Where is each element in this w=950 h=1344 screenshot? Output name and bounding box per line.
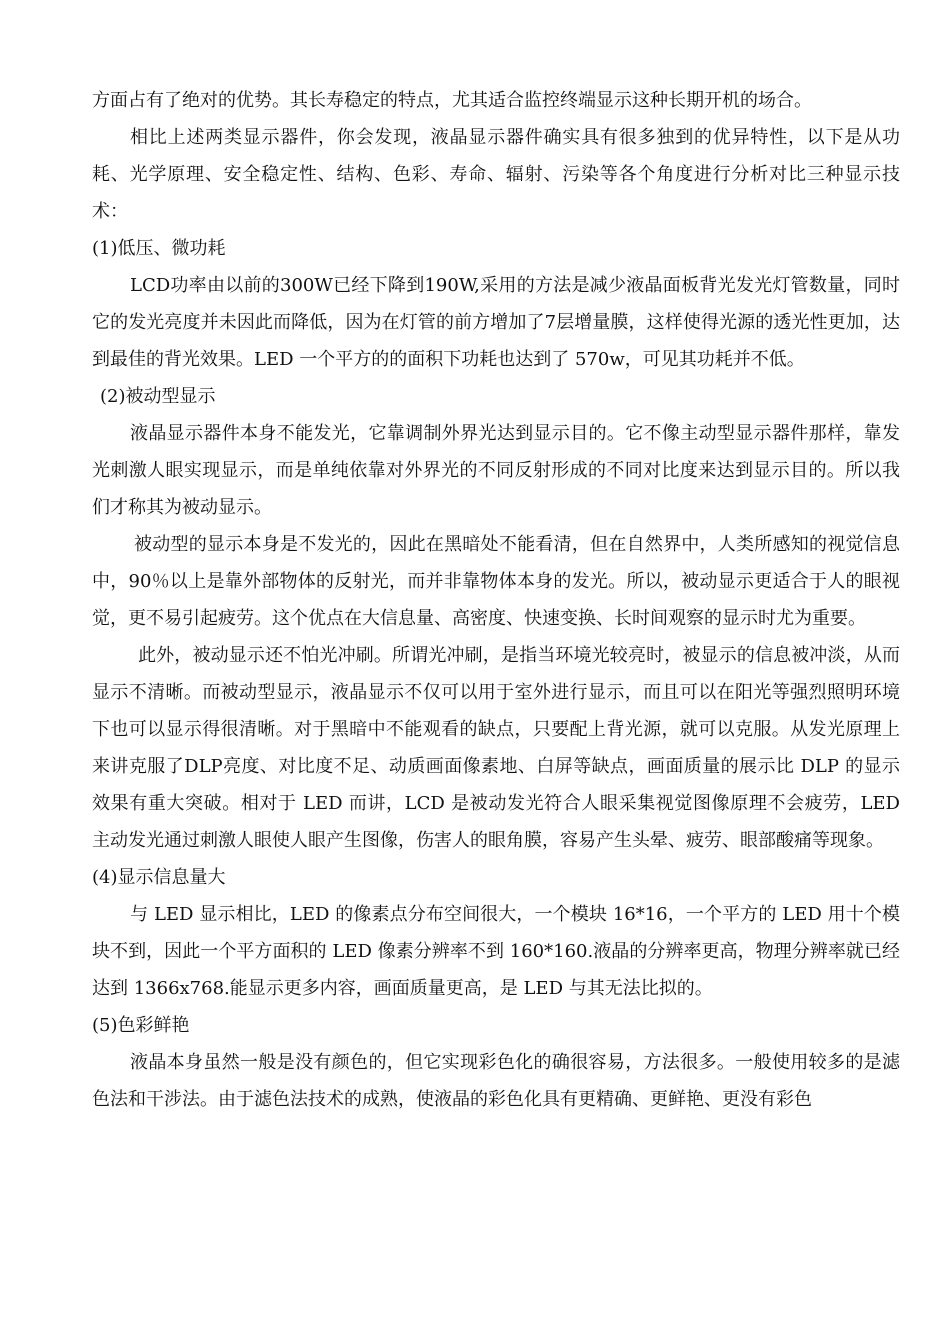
paragraph-passive-display-3: 此外，被动显示还不怕光冲刷。所谓光冲刷，是指当环境光较亮时，被显示的信息被冲淡，从而显示不清晰。而被动型显示，液晶显示不仅可以用于室外进行显示，而且可以在阳光等强烈照明环境下也可以显示得很清晰。对于黑暗中不能观看的缺点，只要配上背光源，就可以克服。从发光原理上来讲克服了DLP亮度、对比度不足、动质画面像素地、白屏等缺点，画面质量的展示比 DLP 的显示效果有重大突破。相对于 LED 而讲，LCD 是被动发光符合人眼采集视觉图像原理不会疲劳，LED 主动发光通过刺激人眼使人眼产生图像，伤害人的眼角膜，容易产生头晕、疲劳、眼部酸痛等现象。: [92, 645, 900, 851]
paragraph-info-capacity: 与 LED 显示相比，LED 的像素点分布空间很大，一个模块 16*16，一个平方的 LED 用十个模块不到，因此一个平方面积的 LED 像素分辨率不到 160*160.液晶的分辨率更高，物理分辨率就已经达到 1366x768.能显示更多内容，画面质量更高，是 LED 与其无法比拟的。: [92, 904, 900, 999]
paragraph-low-power: LCD功率由以前的300W已经下降到190W,采用的方法是减少液晶面板背光发光灯管数量，同时它的发光亮度并未因此而降低，因为在灯管的前方增加了7层增量膜，这样使得光源的透光性更加，达到最佳的背光效果。LED 一个平方的的面积下功耗也达到了 570w，可见其功耗并不低。: [92, 275, 900, 370]
section-heading-passive-display: (2)被动型显示: [100, 386, 216, 407]
paragraph-intro-continuation: 方面占有了绝对的优势。其长寿稳定的特点，尤其适合监控终端显示这种长期开机的场合。: [92, 90, 812, 111]
paragraph-comparison-intro: 相比上述两类显示器件，你会发现，液晶显示器件确实具有很多独到的优异特性，以下是从功耗、光学原理、安全稳定性、结构、色彩、寿命、辐射、污染等各个角度进行分析对比三种显示技术：: [92, 127, 900, 222]
section-heading-low-power: (1)低压、微功耗: [92, 238, 226, 259]
paragraph-passive-display-2: 被动型的显示本身是不发光的，因此在黑暗处不能看清，但在自然界中，人类所感知的视觉信息中，90％以上是靠外部物体的反射光，而并非靠物体本身的发光。所以，被动显示更适合于人的眼视觉，更不易引起疲劳。这个优点在大信息量、高密度、快速变换、长时间观察的显示时尤为重要。: [92, 534, 900, 629]
paragraph-passive-display-1: 液晶显示器件本身不能发光，它靠调制外界光达到显示目的。它不像主动型显示器件那样，靠发光刺激人眼实现显示，而是单纯依靠对外界光的不同反射形成的不同对比度来达到显示目的。所以我们才称其为被动显示。: [92, 423, 900, 518]
document-body: [92, 82, 900, 1118]
section-heading-color: (5)色彩鲜艳: [92, 1015, 190, 1036]
paragraph-color: 液晶本身虽然一般是没有颜色的，但它实现彩色化的确很容易，方法很多。一般使用较多的是滤色法和干涉法。由于滤色法技术的成熟，使液晶的彩色化具有更精确、更鲜艳、更没有彩色: [92, 1052, 900, 1110]
section-heading-info-capacity: (4)显示信息量大: [92, 867, 226, 888]
